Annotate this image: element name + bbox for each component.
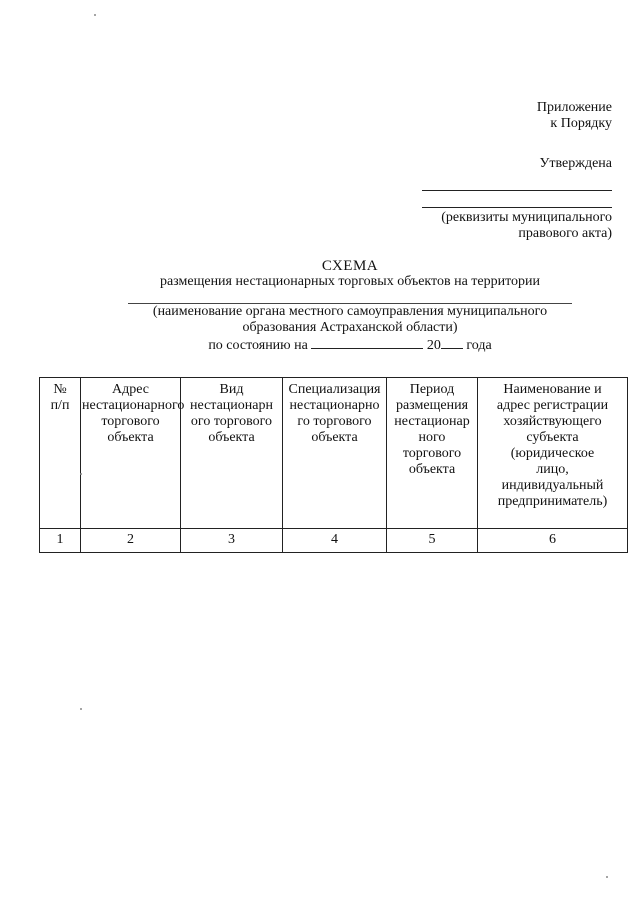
header-line: № — [53, 382, 67, 397]
scan-speck — [94, 14, 96, 16]
heading-block — [60, 258, 640, 354]
header-line: Вид — [219, 382, 244, 397]
header-line: нестационар — [394, 414, 470, 429]
approved-label: Утверждена — [539, 156, 612, 171]
cell-6: 6 — [478, 529, 628, 553]
scan-speck — [606, 876, 608, 878]
header-line: го торгового — [297, 414, 372, 429]
date-prefix: по состоянию на — [208, 338, 308, 353]
authority-note-2: образования Астраханской области) — [242, 320, 458, 335]
header-line: ного — [418, 430, 446, 445]
signature-line — [422, 172, 612, 191]
act-details-note-2: правового акта) — [518, 226, 612, 241]
cell-4: 4 — [283, 529, 387, 553]
header-line: объекта — [208, 430, 255, 445]
cell-2: 2 — [81, 529, 181, 553]
header-specialization — [283, 378, 387, 529]
approval-block — [372, 100, 612, 242]
scan-speck — [80, 708, 82, 710]
date-row — [60, 336, 640, 354]
table-header-row — [40, 378, 628, 529]
header-line: объекта — [408, 462, 456, 477]
header-line: торгового — [101, 414, 160, 429]
header-line: индивидуальный — [501, 478, 604, 493]
table-row — [40, 529, 628, 553]
header-line: торгового — [402, 446, 462, 461]
header-line: Наименование и — [503, 382, 602, 397]
header-line: нестационарн — [190, 398, 273, 413]
header-line: лицо, — [536, 462, 569, 477]
date-blank — [311, 336, 423, 349]
date-suffix: года — [466, 338, 492, 353]
cell-1: 1 — [40, 529, 81, 553]
appendix-label: Приложение — [536, 100, 612, 115]
header-line: адрес регистрации — [496, 398, 609, 413]
header-line: нестационарно — [289, 398, 380, 413]
header-line: п/п — [50, 398, 70, 413]
cell-3: 3 — [181, 529, 283, 553]
header-line: предприниматель) — [497, 494, 608, 509]
header-line: нестационарного — [82, 398, 185, 413]
header-type — [181, 378, 283, 529]
signature-line-2 — [422, 191, 612, 208]
header-line: размещения — [395, 398, 469, 413]
header-line: ого торгового — [190, 414, 273, 429]
scheme-table — [39, 377, 628, 553]
year-blank — [441, 336, 463, 349]
header-line: Специализация — [288, 382, 381, 397]
header-line: субъекта — [526, 430, 579, 445]
header-line: Период — [409, 382, 455, 397]
document-subtitle: размещения нестационарных торговых объектов на территории — [159, 274, 541, 289]
header-line: объекта — [107, 430, 154, 445]
header-number — [40, 378, 81, 529]
header-line: Адрес — [111, 382, 149, 397]
header-address — [81, 378, 185, 529]
header-period — [387, 378, 478, 529]
order-reference: к Порядку — [550, 116, 612, 131]
act-details-note-1: (реквизиты муниципального — [441, 210, 612, 225]
header-line: объекта — [311, 430, 358, 445]
header-line: (юридическое — [510, 446, 595, 461]
cell-5: 5 — [387, 529, 478, 553]
header-line: хозяйствующего — [503, 414, 602, 429]
territory-blank-line — [128, 291, 572, 304]
authority-note-1: (наименование органа местного самоуправления муниципального — [152, 304, 548, 319]
document-title: СХЕМА — [321, 258, 379, 274]
header-entity — [478, 378, 628, 529]
scan-speck — [80, 473, 82, 475]
date-year: 20 — [426, 338, 441, 353]
